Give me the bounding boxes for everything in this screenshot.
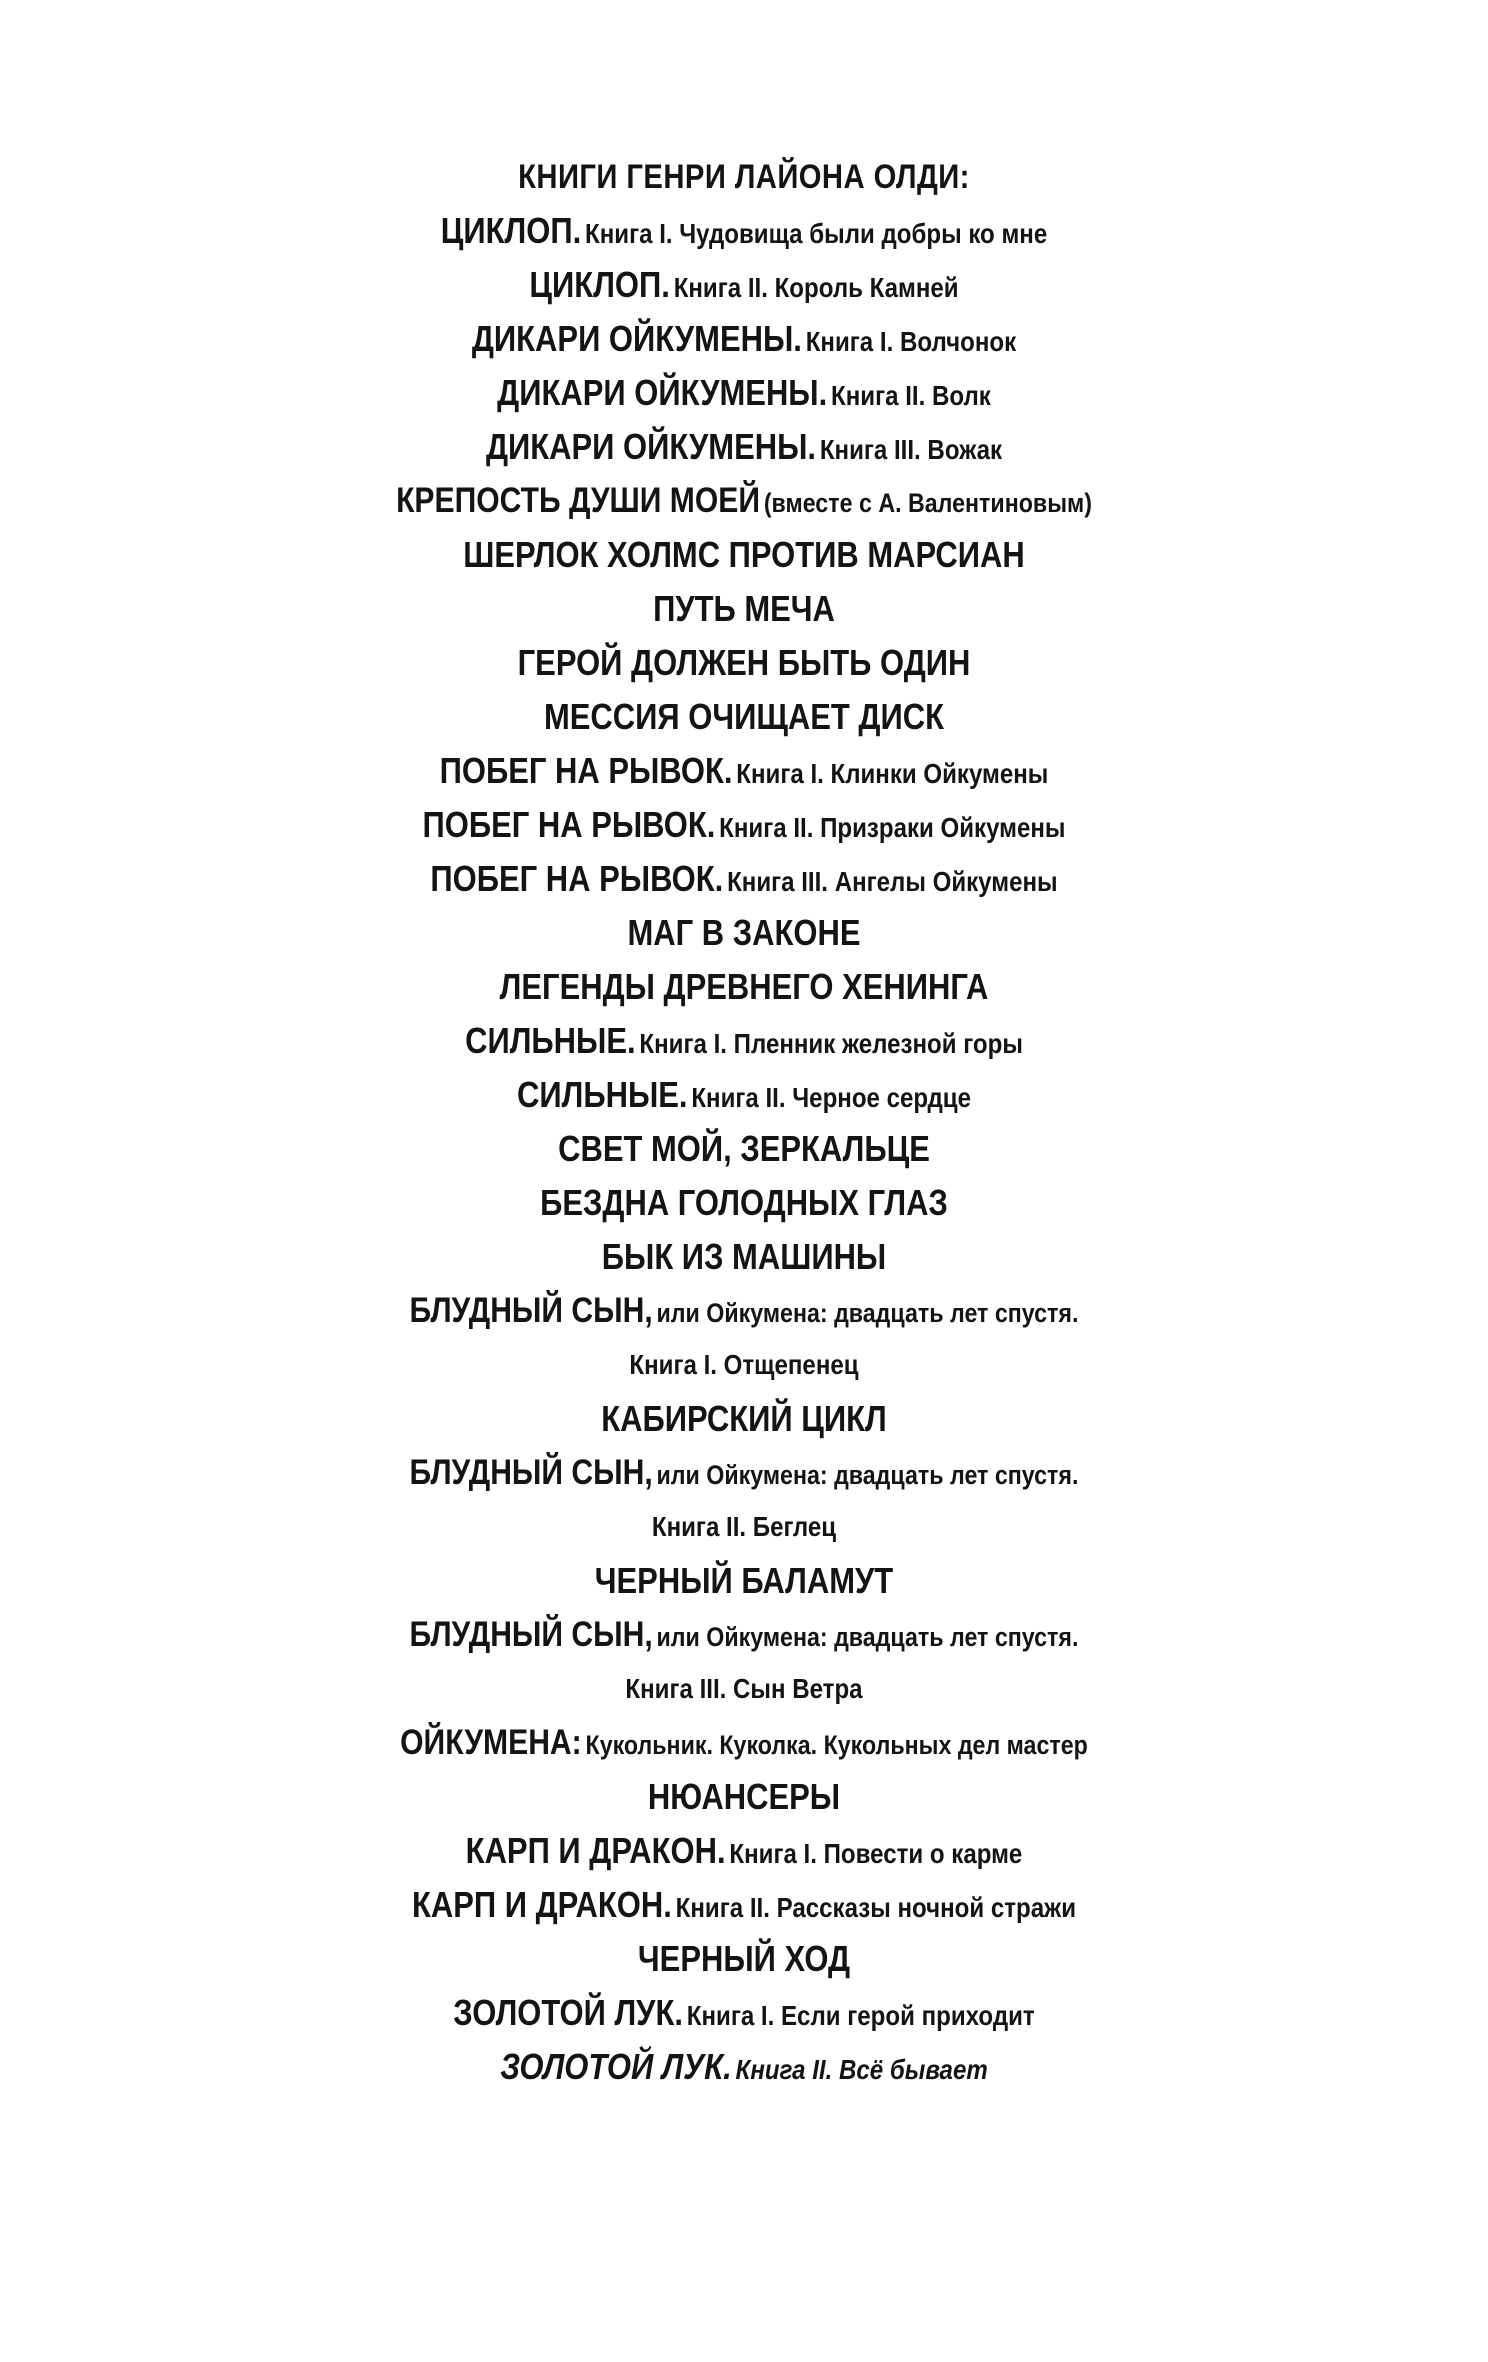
book-title: ПОБЕГ НА РЫВОК.	[439, 750, 733, 791]
book-title: КАБИРСКИЙ ЦИКЛ	[601, 1398, 887, 1439]
book-subtitle: (вместе с А. Валентиновым)	[763, 488, 1092, 518]
book-title: КРЕПОСТЬ ДУШИ МОЕЙ	[396, 481, 760, 520]
list-heading: КНИГИ ГЕНРИ ЛАЙОНА ОЛДИ:	[518, 158, 970, 196]
book-title: СВЕТ МОЙ, ЗЕРКАЛЬЦЕ	[558, 1128, 930, 1169]
book-entry	[104, 960, 1384, 1014]
book-title: ПОБЕГ НА РЫВОК.	[430, 858, 724, 899]
book-title: ДИКАРИ ОЙКУМЕНЫ.	[471, 318, 802, 359]
book-entry	[104, 366, 1384, 420]
book-title: ОЙКУМЕНА:	[400, 1723, 582, 1762]
book-entry	[104, 744, 1384, 798]
book-entry	[104, 1608, 1384, 1662]
book-subtitle: Книга I. Пленник железной горы	[639, 1028, 1023, 1059]
book-entry	[104, 906, 1384, 960]
book-entry	[104, 1986, 1384, 2040]
book-entry	[104, 1554, 1384, 1608]
book-title: ДИКАРИ ОЙКУМЕНЫ.	[497, 372, 828, 413]
book-subtitle: Книга I. Повести о карме	[729, 1838, 1023, 1869]
book-subtitle: Книга III. Ангелы Ойкумены	[727, 866, 1058, 897]
book-subtitle: Книга II. Волк	[831, 380, 991, 411]
book-title: БЛУДНЫЙ СЫН,	[409, 1453, 653, 1492]
book-title: БЛУДНЫЙ СЫН,	[409, 1291, 653, 1330]
book-entry	[104, 1446, 1384, 1500]
book-subtitle: Книга I. Клинки Ойкумены	[736, 758, 1049, 789]
book-subtitle: или Ойкумена: двадцать лет спустя.	[656, 1622, 1079, 1652]
book-entry	[104, 204, 1384, 258]
book-subtitle: Книга III. Вожак	[819, 434, 1003, 465]
book-title: ШЕРЛОК ХОЛМС ПРОТИВ МАРСИАН	[463, 534, 1025, 575]
book-entry	[104, 636, 1384, 690]
book-entry	[104, 798, 1384, 852]
book-subtitle: Книга II. Черное сердце	[691, 1082, 971, 1113]
book-title: МЕССИЯ ОЧИЩАЕТ ДИСК	[543, 696, 944, 737]
book-entry	[104, 582, 1384, 636]
book-title: СИЛЬНЫЕ.	[517, 1074, 688, 1115]
book-entry	[104, 1230, 1384, 1284]
book-entry	[104, 1068, 1384, 1122]
book-title: ЗОЛОТОЙ ЛУК.	[453, 1992, 683, 2033]
book-subtitle-continued: Книга III. Сын Ветра	[625, 1673, 863, 1704]
book-subtitle-continued: Книга II. Беглец	[651, 1511, 837, 1542]
book-subtitle: Книга I. Если герой приходит	[686, 2000, 1035, 2031]
book-subtitle: Книга I. Чудовища были добры ко мне	[585, 218, 1048, 249]
book-title: ЦИКЛОП.	[440, 210, 582, 251]
book-entry	[104, 474, 1384, 528]
book-entry	[104, 1878, 1384, 1932]
book-title: ПОБЕГ НА РЫВОК.	[422, 804, 716, 845]
book-subtitle: Книга II. Король Камней	[673, 272, 959, 303]
book-title: НЮАНСЕРЫ	[647, 1776, 841, 1817]
book-title: ПУТЬ МЕЧА	[653, 588, 835, 629]
book-entry	[104, 1284, 1384, 1338]
book-title: ЗОЛОТОЙ ЛУК.	[500, 2046, 732, 2087]
book-title: БЫК ИЗ МАШИНЫ	[601, 1236, 887, 1277]
book-entry-upcoming	[104, 2040, 1384, 2094]
book-title: ЧЕРНЫЙ ХОД	[637, 1938, 851, 1979]
book-entry	[104, 1014, 1384, 1068]
book-entry	[104, 1824, 1384, 1878]
book-subtitle: или Ойкумена: двадцать лет спустя.	[656, 1298, 1079, 1328]
book-entry	[104, 1122, 1384, 1176]
book-entry	[104, 258, 1384, 312]
book-title: КАРП И ДРАКОН.	[465, 1830, 726, 1871]
book-list	[0, 150, 1488, 2094]
book-title: ЧЕРНЫЙ БАЛАМУТ	[594, 1560, 894, 1601]
book-title: СИЛЬНЫЕ.	[465, 1020, 636, 1061]
book-entry	[104, 1770, 1384, 1824]
book-subtitle: Книга I. Волчонок	[805, 326, 1017, 357]
book-title: ЦИКЛОП.	[529, 264, 670, 305]
book-title: МАГ В ЗАКОНЕ	[627, 912, 861, 953]
book-title: КАРП И ДРАКОН.	[411, 1884, 672, 1925]
book-entry	[104, 690, 1384, 744]
book-entry	[104, 1716, 1384, 1770]
book-subtitle-continued: Книга I. Отщепенец	[629, 1349, 859, 1380]
book-entry	[104, 1932, 1384, 1986]
book-subtitle: Книга II. Призраки Ойкумены	[719, 812, 1066, 843]
book-entry	[104, 1176, 1384, 1230]
book-entry	[104, 312, 1384, 366]
book-title: БЛУДНЫЙ СЫН,	[409, 1615, 653, 1654]
book-title: ГЕРОЙ ДОЛЖЕН БЫТЬ ОДИН	[517, 642, 971, 683]
book-title: ЛЕГЕНДЫ ДРЕВНЕГО ХЕНИНГА	[499, 966, 989, 1007]
book-entry	[104, 1392, 1384, 1446]
book-entry	[104, 852, 1384, 906]
book-subtitle: Кукольник. Куколка. Кукольных дел мастер	[585, 1730, 1088, 1760]
book-title: ДИКАРИ ОЙКУМЕНЫ.	[485, 426, 816, 467]
book-title: БЕЗДНА ГОЛОДНЫХ ГЛАЗ	[540, 1182, 948, 1223]
book-entry	[104, 420, 1384, 474]
book-subtitle: Книга II. Всё бывает	[735, 2054, 988, 2085]
book-subtitle: Книга II. Рассказы ночной стражи	[675, 1892, 1077, 1923]
book-entry	[104, 528, 1384, 582]
book-subtitle: или Ойкумена: двадцать лет спустя.	[656, 1460, 1079, 1490]
